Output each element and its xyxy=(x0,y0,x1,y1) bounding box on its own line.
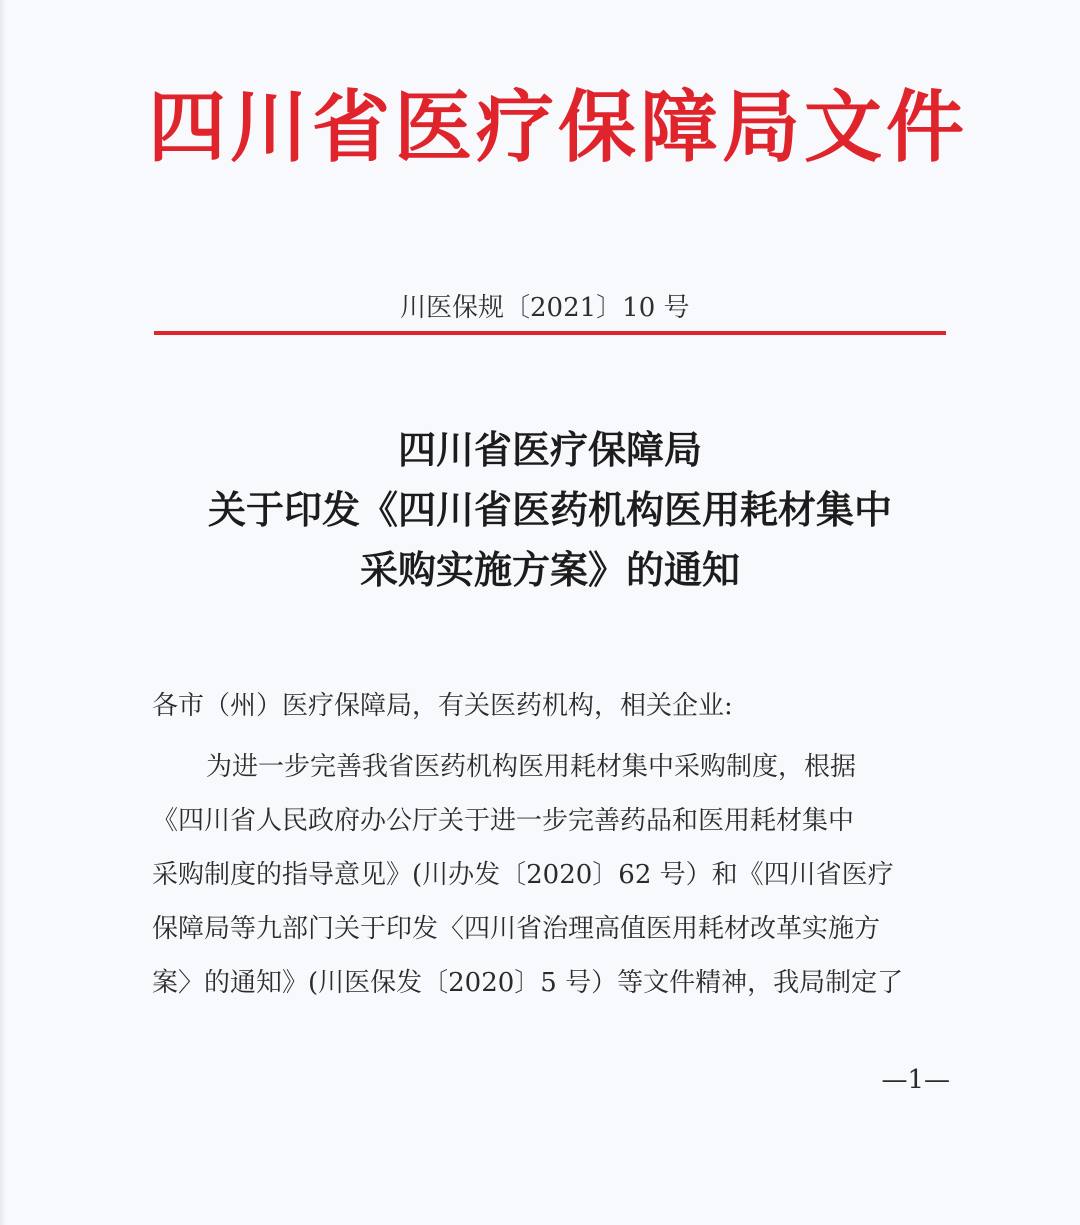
document-number: 川医保规〔2021〕10 号 xyxy=(400,293,690,323)
body-text xyxy=(152,740,948,1010)
body-line: 案〉的通知》(川医保发〔2020〕5 号）等文件精神，我局制定了 xyxy=(152,968,904,998)
title-line-subject-cont: 采购实施方案》的通知 xyxy=(359,548,740,592)
body-line: 《四川省人民政府办公厅关于进一步完善药品和医用耗材集中 xyxy=(152,806,855,836)
red-divider-line xyxy=(154,331,946,335)
title-line-issuer: 四川省医疗保障局 xyxy=(397,428,702,472)
title-line-subject: 关于印发《四川省医药机构医用耗材集中 xyxy=(207,488,892,532)
body-line: 采购制度的指导意见》(川办发〔2020〕62 号）和《四川省医疗 xyxy=(152,860,894,890)
page-edge-shadow xyxy=(0,0,6,1225)
document-masthead: 四川省医疗保障局文件 xyxy=(148,83,969,173)
notice-title xyxy=(150,420,950,600)
body-line: 为进一步完善我省医药机构医用耗材集中采购制度，根据 xyxy=(206,752,857,782)
salutation: 各市（州）医疗保障局，有关医药机构，相关企业: xyxy=(152,691,733,721)
page-number: —1— xyxy=(881,1065,950,1095)
body-line: 保障局等九部门关于印发〈四川省治理高值医用耗材改革实施方 xyxy=(152,914,881,944)
